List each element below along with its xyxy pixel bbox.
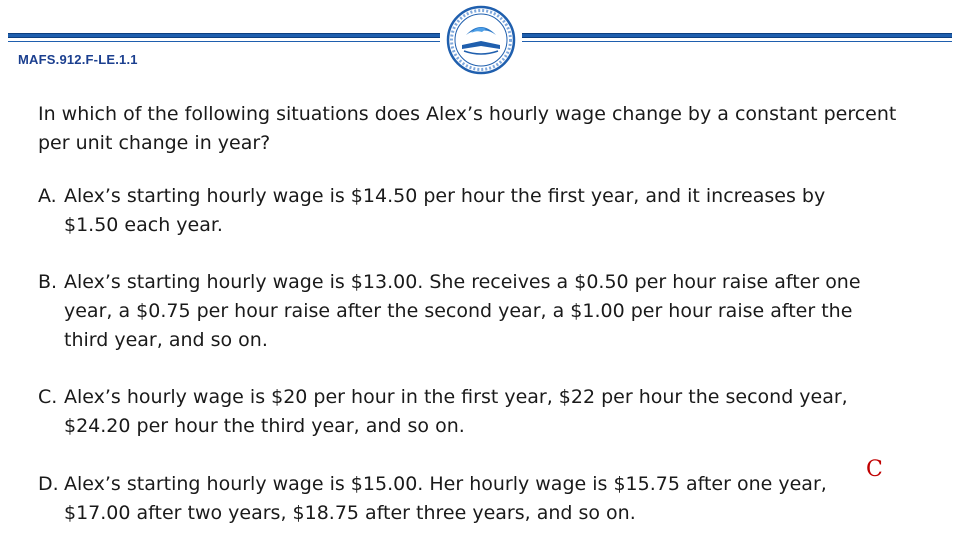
question-prompt: In which of the following situations does Alex’s hourly wage change by a constant percent per unit change in year? [38, 103, 897, 154]
choice-text: Alex’s hourly wage is $20 per hour in the first year, $22 per hour the second year, $24.20 per hour the third year, and so on. [64, 386, 848, 437]
choice-b [38, 268, 868, 355]
choice-text: Alex’s starting hourly wage is $15.00. Her hourly wage is $15.75 after one year, $17.00 after two years, $18.75 after three years, and so on. [64, 473, 827, 524]
header-rule-right [522, 33, 952, 38]
choice-text: Alex’s starting hourly wage is $13.00. She receives a $0.50 per hour raise after one year, a $0.75 per hour raise after the second year, a $1.00 per hour raise after the third year, and so on. [64, 271, 861, 351]
header-rule-left-thin [8, 41, 440, 42]
school-district-seal-icon [446, 5, 516, 75]
choice-letter: A. [38, 185, 57, 207]
choice-c [38, 383, 868, 441]
choice-letter: C. [38, 386, 58, 408]
choice-text: Alex’s starting hourly wage is $14.50 per hour the first year, and it increases by $1.50 each year. [64, 185, 826, 236]
standard-code: MAFS.912.F-LE.1.1 [18, 52, 138, 67]
choice-a [38, 182, 868, 240]
header-rule-right-thin [522, 41, 952, 42]
choice-letter: D. [38, 473, 59, 495]
answer-label: C [866, 457, 883, 482]
choice-d [38, 470, 868, 528]
header-rule-left [8, 33, 440, 38]
choice-letter: B. [38, 271, 58, 293]
